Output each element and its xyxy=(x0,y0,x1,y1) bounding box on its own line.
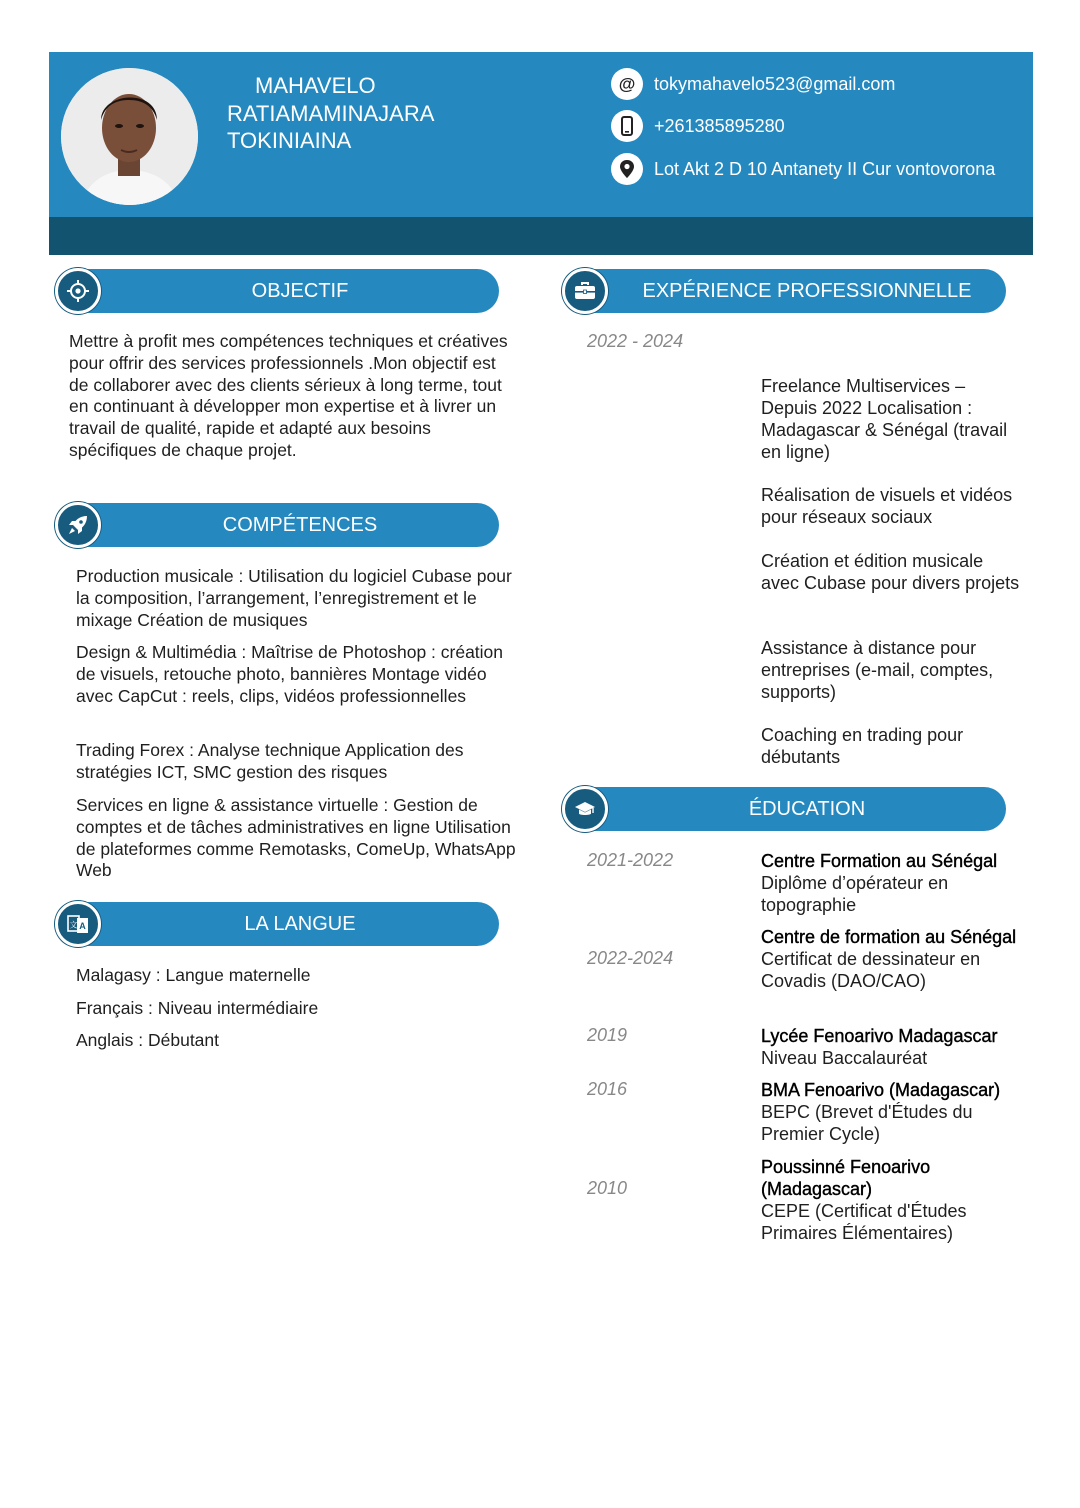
mobile-phone-icon xyxy=(611,110,643,142)
education-date: 2016 xyxy=(587,1079,628,1099)
education-school: BMA Fenoarivo (Madagascar) xyxy=(761,1080,1001,1100)
section-title: OBJECTIF xyxy=(251,280,349,302)
contact-email[interactable] xyxy=(611,68,895,100)
section-title: COMPÉTENCES xyxy=(222,514,378,536)
education-school: Centre Formation au Sénégal xyxy=(761,851,998,871)
education-entry xyxy=(761,1156,1031,1244)
education-school: Lycée Fenoarivo Madagascar xyxy=(761,1026,998,1046)
section-langue xyxy=(55,902,499,946)
section-title: EXPÉRIENCE PROFESSIONNELLE xyxy=(642,280,972,302)
rocket-icon xyxy=(55,502,101,548)
svg-text:文: 文 xyxy=(69,920,78,930)
education-detail: Certificat de dessinateur en Covadis (DAO/CAO) xyxy=(761,949,981,991)
experience-date: 2022 - 2024 xyxy=(587,331,684,351)
graduation-cap-icon xyxy=(562,786,608,832)
education-date: 2022-2024 xyxy=(587,948,674,968)
experience-item: Freelance Multiservices – Depuis 2022 Localisation : Madagascar & Sénégal (travail en ligne) xyxy=(761,376,1008,462)
name-line-2: RATIAMAMINAJARA xyxy=(227,100,435,126)
section-education xyxy=(562,787,1006,831)
section-competences xyxy=(55,503,499,547)
education-entry xyxy=(761,1079,1031,1145)
education-entry xyxy=(761,1025,1031,1069)
competence-item: Services en ligne & assistance virtuelle : Gestion de comptes et de tâches administratives en ligne Utilisation de plateformes comme Remotasks, ComeUp, WhatsApp Web xyxy=(76,795,516,881)
svg-text:A: A xyxy=(79,921,86,931)
section-title: ÉDUCATION xyxy=(748,798,866,820)
competence-item: Design & Multimédia : Maîtrise de Photoshop : création de visuels, retouche photo, bannières Montage vidéo avec CapCut : reels, clips, vidéos professionnelles xyxy=(76,642,504,706)
name-line-3: TOKINIAINA xyxy=(227,128,352,153)
langue-item: Français : Niveau intermédiaire xyxy=(76,998,319,1018)
experience-item: Coaching en trading pour débutants xyxy=(761,725,964,767)
education-detail: Niveau Baccalauréat xyxy=(761,1048,928,1068)
map-pin-icon xyxy=(611,153,643,185)
contact-phone[interactable] xyxy=(611,110,785,142)
education-date: 2021-2022 xyxy=(587,850,674,870)
education-date: 2019 xyxy=(587,1025,628,1045)
education-school: Centre de formation au Sénégal xyxy=(761,927,1017,947)
profile-photo xyxy=(61,68,198,205)
education-entry xyxy=(761,926,1031,992)
svg-text:@: @ xyxy=(618,74,636,94)
objectif-text: Mettre à profit mes compétences techniques et créatives pour offrir des services professionnels .Mon objectif est de collaborer avec des clients sérieux à long terme, tout en continuant à développer mon expertise et à livrer un travail de qualité, rapide et adapté aux besoins spécifiques de chaque projet. xyxy=(69,331,508,460)
phone-text[interactable]: +261385895280 xyxy=(654,115,785,136)
at-icon xyxy=(611,68,643,100)
contact-address xyxy=(611,153,995,185)
section-title: LA LANGUE xyxy=(244,913,356,935)
candidate-name xyxy=(227,72,557,155)
header-band xyxy=(49,217,1033,255)
target-icon xyxy=(55,268,101,314)
experience-item: Réalisation de visuels et vidéos pour réseaux sociaux xyxy=(761,485,1013,527)
education-school: Poussinné Fenoarivo (Madagascar) xyxy=(761,1157,931,1199)
briefcase-icon xyxy=(562,268,608,314)
competence-item: Trading Forex : Analyse technique Application des stratégies ICT, SMC gestion des risques xyxy=(76,740,464,782)
address-text: Lot Akt 2 D 10 Antanety II Cur vontovorona xyxy=(654,158,996,179)
education-detail: Diplôme d’opérateur en topographie xyxy=(761,873,949,915)
education-detail: CEPE (Certificat d'Études Primaires Élémentaires) xyxy=(761,1201,967,1243)
education-date: 2010 xyxy=(587,1178,628,1198)
email-text[interactable]: tokymahavelo523@gmail.com xyxy=(654,73,896,94)
experience-item: Création et édition musicale avec Cubase pour divers projets xyxy=(761,551,1020,593)
education-entry xyxy=(761,850,1031,916)
experience-item: Assistance à distance pour entreprises (e-mail, comptes, supports) xyxy=(761,638,994,702)
competence-item: Production musicale : Utilisation du logiciel Cubase pour la composition, l’arrangement, l’enregistrement et le mixage Création de musiques xyxy=(76,566,512,630)
langue-item: Anglais : Débutant xyxy=(76,1030,220,1050)
section-objectif xyxy=(55,269,499,313)
name-line-1: MAHAVELO xyxy=(255,73,376,98)
education-detail: BEPC (Brevet d'Études du Premier Cycle) xyxy=(761,1102,973,1144)
langue-item: Malagasy : Langue maternelle xyxy=(76,965,311,985)
translate-icon xyxy=(55,901,101,947)
section-experience xyxy=(562,269,1006,313)
